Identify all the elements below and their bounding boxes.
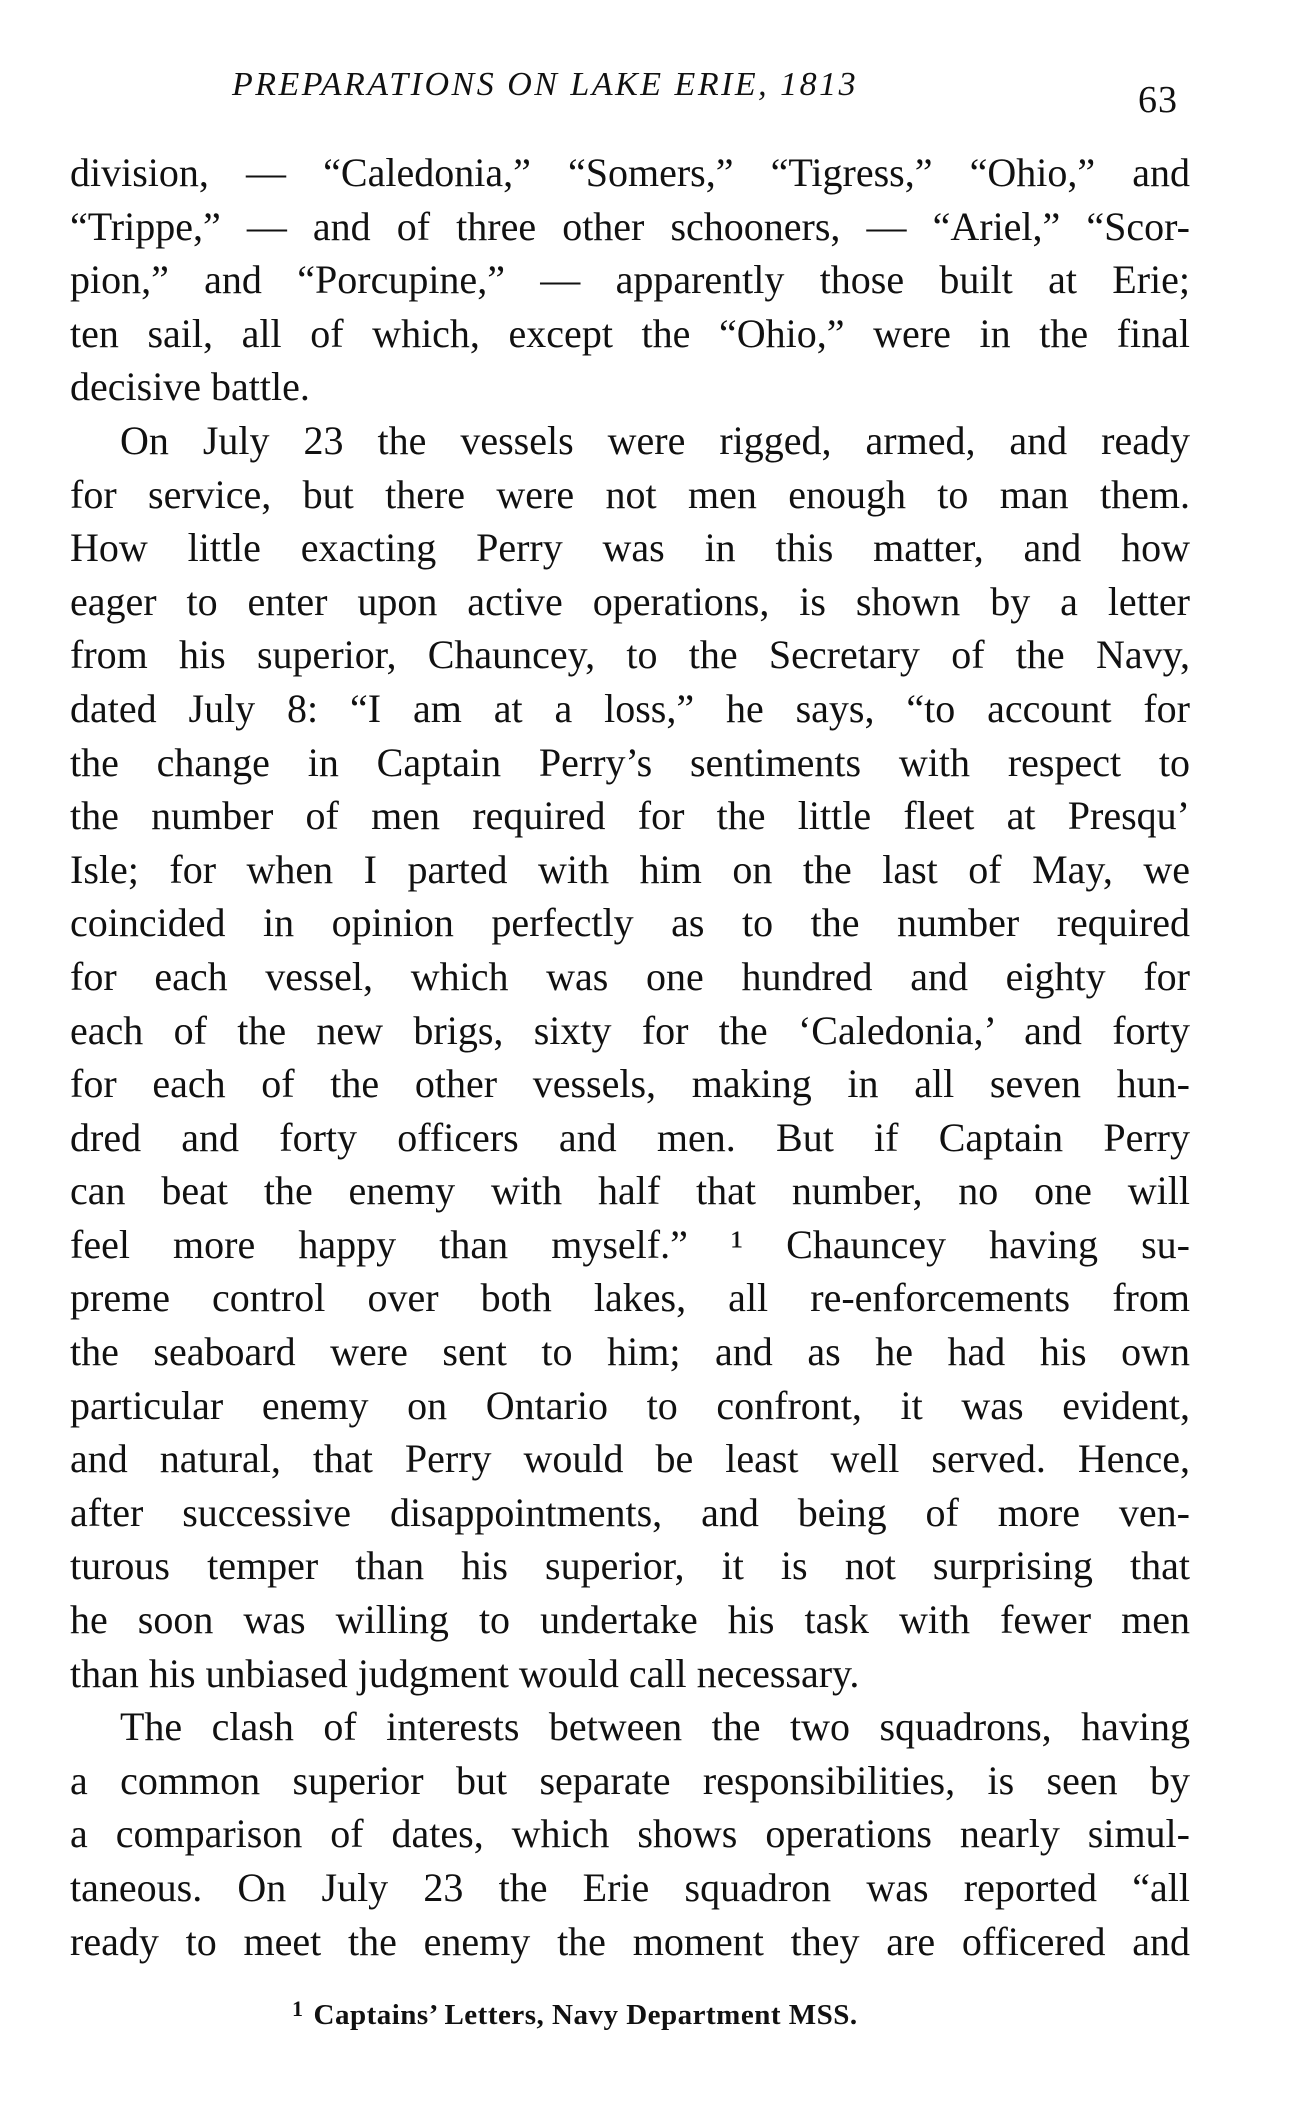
footnote xyxy=(292,1996,858,2032)
text-line: from his superior, Chauncey, to the Secretary of the Navy, xyxy=(70,632,1190,678)
text-line: for service, but there were not men enough to man them. xyxy=(70,471,1190,517)
text-line: How little exacting Perry was in this matter, and how xyxy=(70,525,1190,571)
text-line: the number of men required for the little fleet at Presqu’ xyxy=(70,793,1190,839)
footnote-marker: 1 xyxy=(292,1996,304,2021)
text-line: turous temper than his superior, it is not surprising that xyxy=(70,1543,1190,1589)
text-line-paragraph-start: The clash of interests between the two squadrons, having xyxy=(120,1704,1190,1750)
text-line: eager to enter upon active operations, is shown by a letter xyxy=(70,578,1190,624)
text-line-paragraph-end: than his unbiased judgment would call necessary. xyxy=(70,1650,860,1696)
text-line: particular enemy on Ontario to confront, it was evident, xyxy=(70,1382,1190,1428)
text-line: a common superior but separate responsibilities, is seen by xyxy=(70,1757,1190,1803)
running-head-title: PREPARATIONS ON LAKE ERIE, 1813 xyxy=(232,66,859,103)
text-line: coincided in opinion perfectly as to the number required xyxy=(70,900,1190,946)
text-line: pion,” and “Porcupine,” — apparently those built at Erie; xyxy=(70,257,1190,303)
text-line: preme control over both lakes, all re-enforcements from xyxy=(70,1275,1190,1321)
text-line: the seaboard were sent to him; and as he had his own xyxy=(70,1329,1190,1375)
text-line: after successive disappointments, and being of more ven- xyxy=(70,1489,1190,1535)
text-line: he soon was willing to undertake his task with fewer men xyxy=(70,1597,1190,1643)
footnote-text: Captains’ Letters, Navy Department MSS. xyxy=(313,1999,858,2031)
body-text xyxy=(70,146,1190,1968)
text-line: each of the new brigs, sixty for the ‘Caledonia,’ and forty xyxy=(70,1007,1190,1053)
text-line: a comparison of dates, which shows operations nearly simul- xyxy=(70,1811,1190,1857)
text-line: can beat the enemy with half that number, no one will xyxy=(70,1168,1190,1214)
text-line: feel more happy than myself.” ¹ Chauncey having su- xyxy=(70,1221,1190,1267)
text-line: ready to meet the enemy the moment they are officered and xyxy=(70,1918,1190,1964)
text-line: dred and forty officers and men. But if Captain Perry xyxy=(70,1114,1190,1160)
text-line-paragraph-end: decisive battle. xyxy=(70,364,310,410)
text-line: Isle; for when I parted with him on the last of May, we xyxy=(70,846,1190,892)
text-line: ten sail, all of which, except the “Ohio,” were in the final xyxy=(70,310,1190,356)
text-line-paragraph-start: On July 23 the vessels were rigged, armed, and ready xyxy=(120,417,1190,463)
text-line: taneous. On July 23 the Erie squadron was reported “all xyxy=(70,1865,1190,1910)
page-number: 63 xyxy=(1138,79,1178,121)
text-line: for each vessel, which was one hundred and eighty for xyxy=(70,953,1190,999)
text-line: dated July 8: “I am at a loss,” he says, “to account for xyxy=(70,685,1190,731)
text-line: and natural, that Perry would be least well served. Hence, xyxy=(70,1436,1190,1482)
text-line: division, — “Caledonia,” “Somers,” “Tigress,” “Ohio,” and xyxy=(70,150,1190,195)
text-line: “Trippe,” — and of three other schooners, — “Ariel,” “Scor- xyxy=(70,203,1190,249)
text-line: for each of the other vessels, making in all seven hun- xyxy=(70,1061,1190,1107)
text-line: the change in Captain Perry’s sentiments with respect to xyxy=(70,739,1190,785)
